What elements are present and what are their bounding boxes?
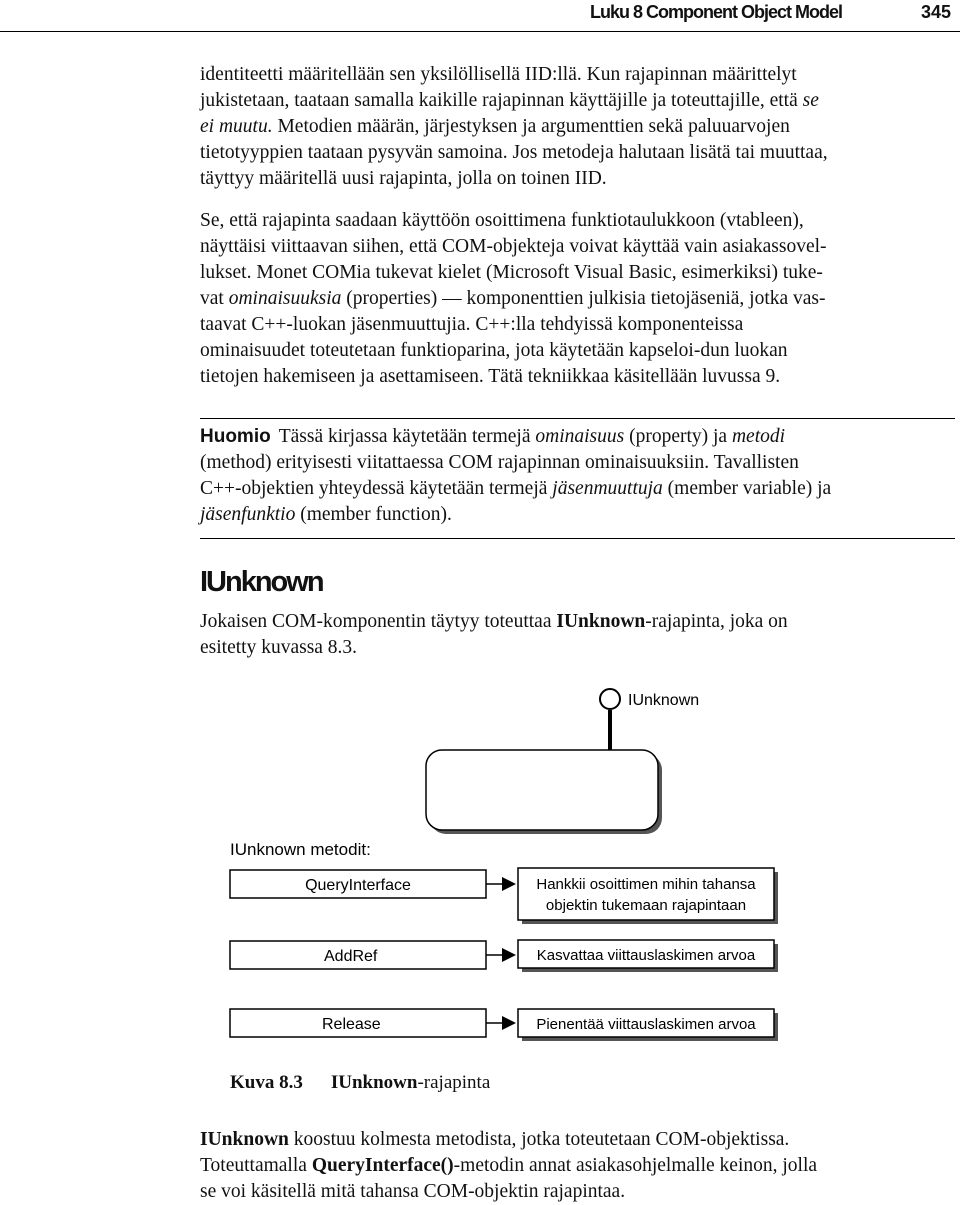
p2-line: lukset. Monet COMia tukevat kielet (Microsoft Visual Basic, esimerkiksi) tuke- — [200, 262, 823, 283]
caption-title-bold: IUnknown — [330, 1072, 418, 1093]
method-desc: Pienentää viittauslaskimen arvoa — [536, 1016, 756, 1033]
iunknown-figure — [200, 680, 800, 1060]
code-term: IUnknown — [200, 1129, 289, 1150]
methods-title: IUnknown metodit: — [230, 840, 371, 859]
p1-line: täyttyy määritellä uusi rajapinta, jolla on toinen IID. — [200, 168, 607, 189]
p2-line — [200, 286, 955, 312]
text-span: Tässä kirjassa käytetään termejä — [278, 426, 536, 447]
p4-line — [200, 1127, 955, 1153]
interface-lollipop-icon — [600, 689, 620, 709]
emphasis: jäsenmuuttuja — [552, 478, 663, 499]
p2-line: näyttäisi viittaavan siihen, että COM-objekteja voivat käyttää vain asiakassovel- — [200, 236, 827, 257]
note-bottom-rule — [200, 538, 955, 539]
interface-label: IUnknown — [628, 692, 700, 709]
p1-line — [200, 88, 955, 114]
method-row-release — [230, 1009, 778, 1041]
text-span: jukistetaan, taataan samalla kaikille rajapinnan käyttäjille ja toteuttajille, että — [200, 90, 803, 111]
p4-line — [200, 1153, 955, 1179]
text-span: koostuu kolmesta metodista, jotka toteutetaan COM-objektissa. — [288, 1129, 790, 1150]
p2-line: tietojen hakemiseen ja asettamiseen. Tätä tekniikkaa käsitellään luvussa 9. — [200, 366, 781, 387]
component-box — [426, 750, 658, 830]
text-span: (property) ja — [624, 426, 732, 447]
figure-caption — [230, 1072, 490, 1094]
note-line — [200, 424, 955, 450]
method-desc: Hankkii osoittimen mihin tahansa — [536, 876, 756, 893]
note-line: (method) erityisesti viitattaessa COM rajapinnan ominaisuuksiin. Tavallisten — [200, 452, 799, 473]
method-name: AddRef — [324, 948, 378, 965]
method-desc: Kasvattaa viittauslaskimen arvoa — [536, 947, 756, 964]
emphasis: ominaisuuksia — [228, 288, 342, 309]
note-top-rule — [200, 418, 955, 419]
text-span: Metodien määrän, järjestyksen ja argumenttien sekä paluuarvojen — [272, 116, 790, 137]
emphasis: metodi — [731, 426, 786, 447]
method-row-addref — [230, 940, 778, 972]
text-span: (member variable) ja — [662, 478, 832, 499]
paragraph-4 — [200, 1127, 955, 1205]
p2-line: ominaisuudet toteutetaan funktioparina, jota käytetään kapseloi-dun luokan — [200, 340, 788, 361]
p2-line: taavat C++-luokan jäsenmuuttujia. C++:lla tehdyissä komponenteissa — [200, 314, 744, 335]
emphasis: se — [802, 90, 819, 111]
text-span: (properties) — komponenttien julkisia tietojäseniä, jotka vas- — [341, 288, 826, 309]
p3-line: esitetty kuvassa 8.3. — [200, 637, 358, 658]
p3-line — [200, 609, 955, 635]
text-span: (member function). — [295, 504, 452, 525]
arrow-icon — [502, 948, 516, 962]
method-name: Release — [322, 1016, 381, 1033]
emphasis: jäsenfunktio — [200, 504, 296, 525]
note-line — [200, 476, 955, 502]
arrow-icon — [502, 1016, 516, 1030]
note-line — [200, 502, 955, 528]
arrow-icon — [502, 877, 516, 891]
method-desc: objektin tukemaan rajapintaan — [545, 897, 747, 914]
method-name: QueryInterface — [305, 877, 411, 894]
emphasis: ei muutu. — [200, 116, 273, 137]
paragraph-2 — [200, 208, 955, 390]
code-term: IUnknown — [556, 611, 646, 632]
p4-line: se voi käsitellä mitä tahansa COM-objektin rajapintaa. — [200, 1181, 626, 1202]
note — [200, 424, 955, 528]
paragraph-1 — [200, 62, 955, 192]
text-span: Toteuttamalla — [200, 1155, 312, 1176]
emphasis: ominaisuus — [535, 426, 625, 447]
text-span: Jokaisen COM-komponentin täytyy toteuttaa — [200, 611, 557, 632]
text-span: vat — [200, 288, 229, 309]
note-label: Huomio — [200, 426, 271, 447]
p1-line: tietotyyppien taataan pysyvän samoina. Jos metodeja halutaan lisätä tai muuttaa, — [200, 142, 828, 163]
text-span: -rajapinta, joka on — [645, 611, 788, 632]
paragraph-3 — [200, 609, 955, 661]
section-heading: IUnknown — [200, 566, 323, 598]
code-term: QueryInterface() — [311, 1155, 454, 1176]
p1-line: identiteetti määritellään sen yksilöllisellä IID:llä. Kun rajapinnan määrittelyt — [200, 64, 797, 85]
caption-number: Kuva 8.3 — [230, 1072, 303, 1093]
p1-line — [200, 114, 955, 140]
caption-title-rest: -rajapinta — [417, 1072, 491, 1093]
header-rule — [0, 31, 960, 32]
text-span: C++-objektien yhteydessä käytetään termejä — [200, 478, 553, 499]
page-header — [0, 0, 960, 30]
page-number: 345 — [921, 2, 952, 22]
text-span: -metodin annat asiakasohjelmalle keinon, jolla — [453, 1155, 818, 1176]
p2-line: Se, että rajapinta saadaan käyttöön osoittimena funktiotaulukkoon (vtableen), — [200, 210, 804, 231]
method-row-queryinterface — [230, 868, 778, 924]
chapter-title: Luku 8 Component Object Model — [590, 2, 843, 22]
